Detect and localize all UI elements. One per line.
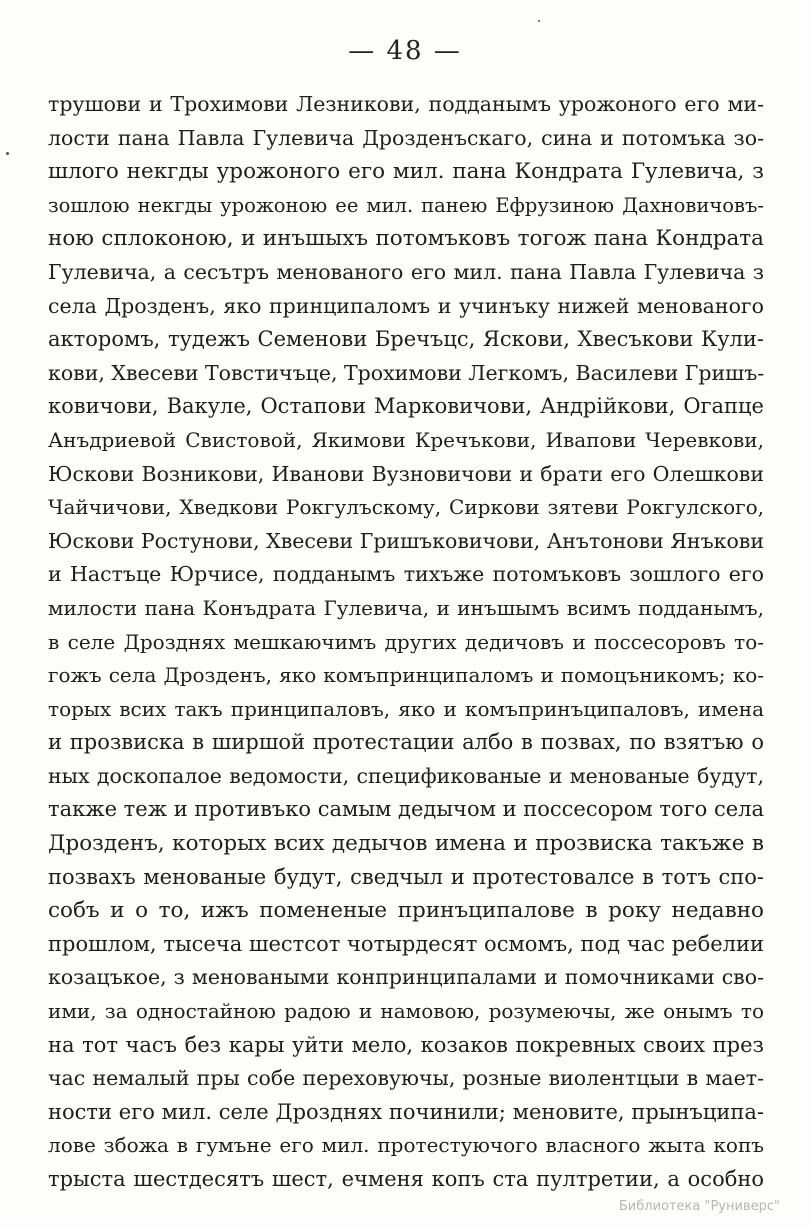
text-line: Юскови Возникови, Иванови Вузновичови и брати его Олешкови: [48, 461, 764, 486]
text-line: Гулевича, а сесътръ менованого его мил. пана Павла Гулевича з: [48, 259, 764, 284]
text-line: лости пана Павла Гулевича Дрозденъскаго, сина и потомъка зо-: [48, 125, 764, 150]
scan-speck: [6, 152, 9, 155]
text-line: трыста шестдесятъ шест, ечменя копъ ста пултретии, а особно: [48, 1167, 764, 1191]
text-line: Юскови Ростунови, Хвесеви Гришъковичови, Анътонови Янъкови: [48, 528, 764, 553]
text-line: на тот часъ без кары уйти мело, козаков покревных своих през: [48, 1032, 764, 1057]
text-line: трушови и Трохимови Лезникови, подданымъ урожоного его ми-: [48, 92, 764, 116]
text-line: торых всих такъ принципаловъ, яко и комъпринъципаловъ, имена: [48, 696, 764, 721]
page-number: — 48 —: [348, 36, 462, 66]
text-line: Дрозденъ, которых всих дедычов имена и прозвиска такъже в: [48, 831, 764, 857]
text-line: и Настъце Юрчисе, подданымъ тихъже потомъковъ зошлого его: [48, 562, 764, 587]
text-line: позвахъ менованые будут, сведчыл и протестовалсе в тотъ спо-: [48, 864, 764, 889]
text-line: Чайчичови, Хведкови Рокгулъскому, Сиркови зятеви Рокгулского,: [48, 495, 764, 520]
text-line: зошлою некгды урожоною ее мил. панею Ефрузиною Дахновичовъ-: [48, 193, 764, 217]
text-line: ных доскопалое ведомости, спецификованые и менованые будут,: [48, 763, 764, 788]
text-line: лове збожа в гумъне его мил. протестуючого власного жыта копъ: [48, 1133, 764, 1158]
text-line: час немалый пры собе переховуючы, розные виолентцыи в мает-: [48, 1066, 764, 1091]
text-line: ими, за одностайною радою и намовою, розумеючы, же онымъ то: [48, 999, 764, 1024]
library-watermark: Библиотека "Руниверс": [618, 1199, 780, 1214]
text-line: козацъкое, з меноваными конпринципалами и помочниками сво-: [48, 965, 764, 990]
text-line: шлого некгды урожоного его мил. пана Кондрата Гулевича, з: [48, 159, 764, 185]
text-line: милости пана Конъдрата Гулевича, и инъшымъ всимъ подданымъ,: [48, 595, 764, 620]
text-line: также теж и противъко самым дедычом и поссесором того села: [48, 797, 764, 822]
body-text: [48, 88, 764, 1197]
text-line: гожъ села Дрозденъ, яко комъпринципаломъ и помоцъникомъ; ко-: [48, 663, 764, 688]
text-line: акторомъ, тудежъ Семенови Бречъцс, Яскови, Хвесъкови Кули-: [48, 327, 764, 352]
text-line: кови, Хвесеви Товстичъце, Трохимови Легкомъ, Василеви Гришъ-: [48, 360, 764, 385]
text-line: в селе Дроздняx мешкаючимъ других дедичовъ и поссесоровъ то-: [48, 629, 764, 654]
text-line: собъ и о то, ижъ помененые принъципалове в року недавно: [48, 898, 764, 924]
text-line: ности его мил. селе Дроздняx починили; менoвите, прынъципа-: [48, 1099, 764, 1124]
text-line: Анъдриевой Свистовой, Якимови Кречъкови, Ивапови Черевкови,: [48, 427, 764, 452]
text-line: и прозвиска в ширшой протестации албо в позвах, по взятъю о: [48, 730, 764, 755]
text-line: ковичови, Вакуле, Остапови Марковичови, Андрійкови, Огапце: [48, 394, 764, 419]
text-line: села Дрозденъ, яко принципаломъ и учинъку нижей менованого: [48, 293, 764, 318]
text-line: ною сплоконою, и инъшыхъ потомъковъ тогож пана Кондрата: [48, 226, 764, 252]
text-line: прошлом, тысеча шестсот чотырдесят осмомъ, под час ребелии: [48, 931, 764, 956]
scan-speck: [538, 20, 540, 22]
